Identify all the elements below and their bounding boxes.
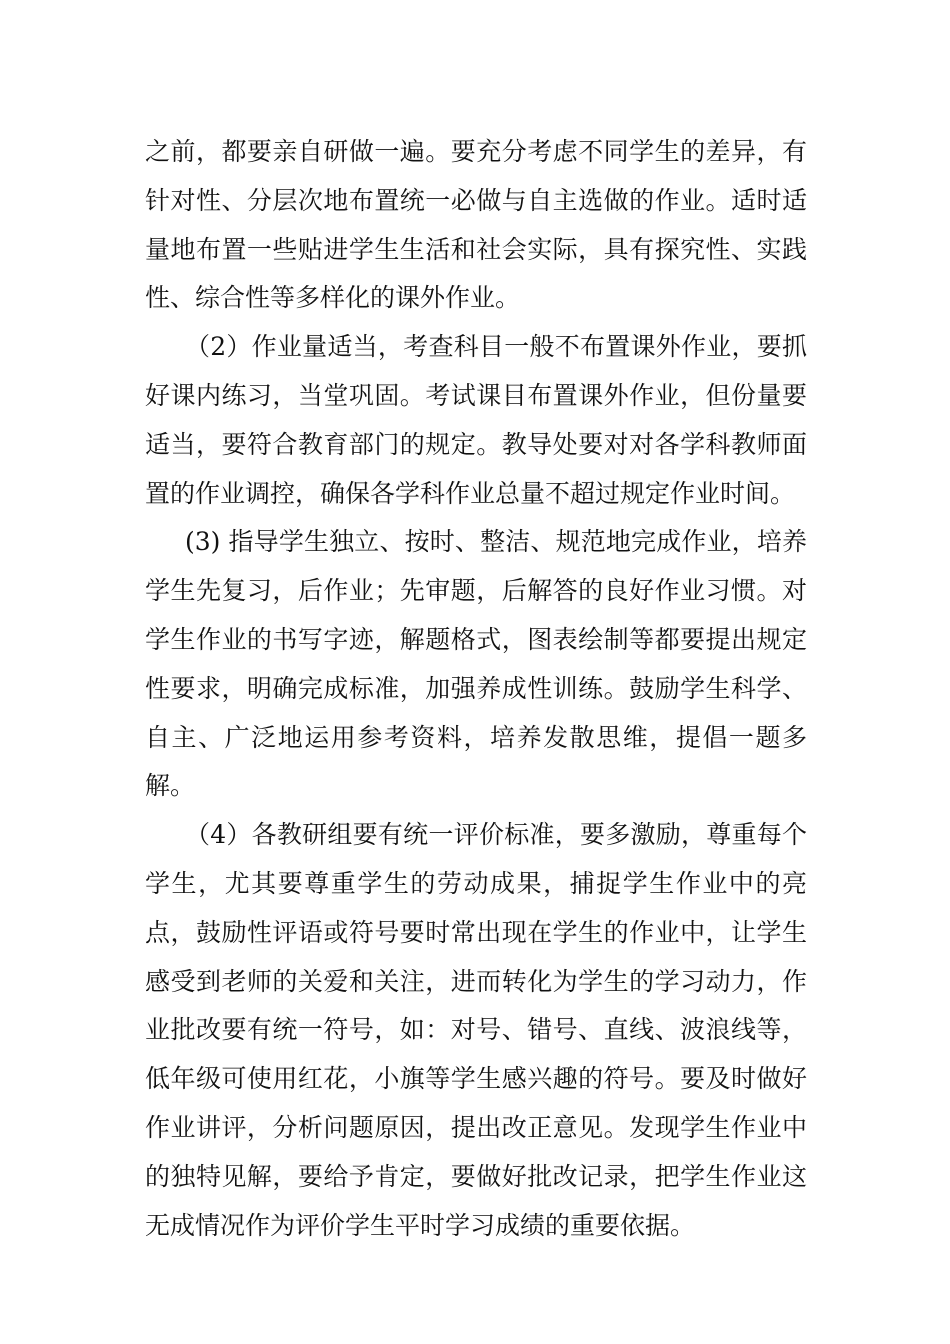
paragraph-item-4: （4）各教研组要有统一评价标准，要多激励，尊重每个学生，尤其要尊重学生的劳动成果，捕捉学生作业中的亮点，鼓励性评语或符号要时常出现在学生的作业中，让学生感受到老师的关爱和关注，进而转化为学生的学习动力，作业批改要有统一符号，如：对号、错号、直线、波浪线等，低年级可使用红花，小旗等学生感兴趣的符号。要及时做好作业讲评，分析问题原因，提出改正意见。发现学生作业中的独特见解，要给予肯定，要做好批改记录，把学生作业这无成情况作为评价学生平时学习成绩的重要依据。 (145, 820, 807, 1240)
paragraph-continuation: 之前，都要亲自研做一遍。要充分考虑不同学生的差异，有针对性、分层次地布置统一必做与自主选做的作业。适时适量地布置一些贴进学生生活和社会实际，具有探究性、实践性、综合性等多样化的课外作业。 (145, 137, 807, 313)
paragraph-item-3: (3) 指导学生独立、按时、整洁、规范地完成作业，培养学生先复习，后作业；先审题，后解答的良好作业习惯。对学生作业的书写字迹，解题格式，图表绘制等都要提出规定性要求，明确完成标准，加强养成性训练。鼓励学生科学、自主、广泛地运用参考资料，培养发散思维，提倡一题多解。 (145, 527, 807, 801)
document-body (145, 128, 807, 1250)
paragraph-item-2: （2）作业量适当，考查科目一般不布置课外作业，要抓好课内练习，当堂巩固。考试课目布置课外作业，但份量要适当，要符合教育部门的规定。教导处要对对各学科教师面置的作业调控，确保各学科作业总量不超过规定作业时间。 (145, 332, 807, 508)
